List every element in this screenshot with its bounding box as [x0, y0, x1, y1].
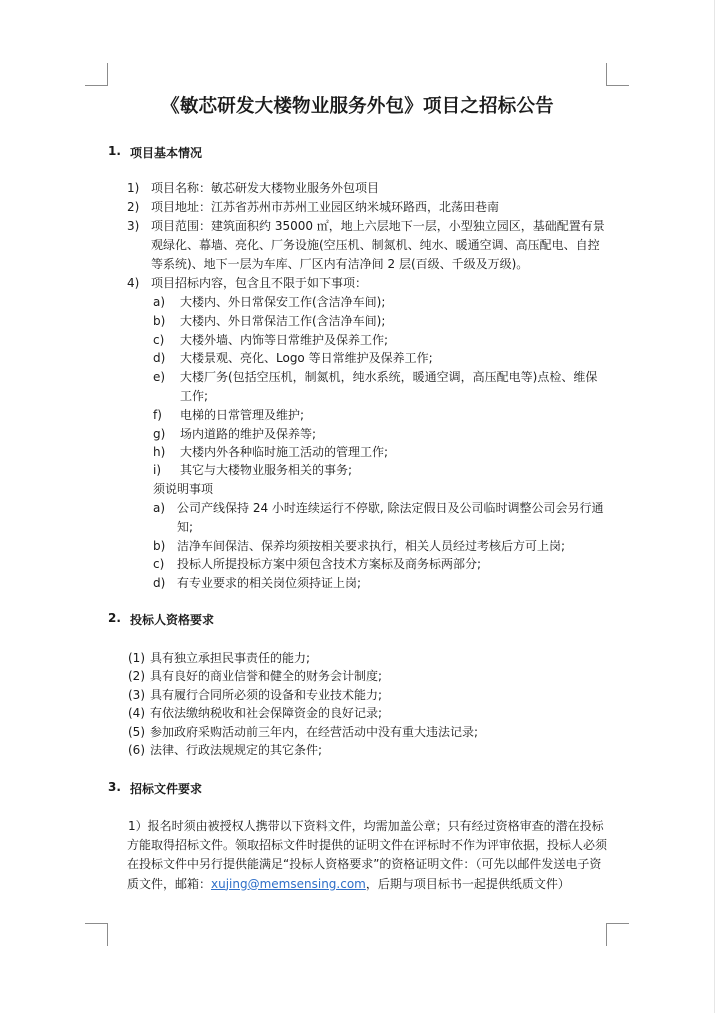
list-marker: (3) — [128, 688, 145, 702]
list-item — [127, 198, 607, 217]
list-text: 项目范围：建筑面积约 35000 ㎡，地上六层地下一层，小型独立园区，基础配置有景观绿化、幕墙、亮化、厂务设施(空压机、制氮机、纯水、暖通空调、高压配电、自控等系统)、地下一层为车库、厂区内有洁净间 2 层(百级、千级及万级)。 — [151, 219, 605, 271]
list-marker: d) — [153, 576, 166, 590]
list-text: 参加政府采购活动前三年内，在经营活动中没有重大违法记录; — [150, 725, 479, 739]
list-text: 洁净车间保洁、保养均须按相关要求执行，相关人员经过考核后方可上岗; — [177, 539, 566, 553]
scope-item — [153, 406, 607, 425]
list-text: 项目名称：敏芯研发大楼物业服务外包项目 — [151, 181, 380, 195]
list-item — [127, 217, 607, 274]
document-title: 《敏芯研发大楼物业服务外包》项目之招标公告 — [161, 96, 554, 117]
qualification-item — [128, 686, 607, 705]
margin-mark-bottom-right — [606, 923, 629, 946]
qualification-item — [128, 741, 607, 760]
tender-document-paragraph — [127, 817, 607, 894]
list-text: 具有良好的商业信誉和健全的财务会计制度; — [150, 669, 383, 683]
list-text: 大楼内、外日常保洁工作(含洁净车间); — [180, 314, 386, 328]
section-number: 2. — [108, 611, 121, 625]
qualification-item — [128, 649, 607, 668]
list-item — [127, 179, 607, 198]
qualification-item — [128, 723, 607, 742]
margin-mark-bottom-left — [85, 923, 108, 946]
list-marker: (1) — [128, 651, 145, 665]
list-text: 大楼景观、亮化、Logo 等日常维护及保养工作; — [180, 351, 433, 365]
section-number: 3. — [108, 780, 121, 794]
list-text: 具有履行合同所必须的设备和专业技术能力; — [150, 688, 383, 702]
list-text: 有依法缴纳税收和社会保障资金的良好记录; — [150, 706, 383, 720]
margin-mark-top-right — [606, 63, 629, 86]
list-marker: 1) — [127, 181, 140, 195]
list-marker: b) — [153, 539, 166, 553]
list-marker: 3) — [127, 219, 140, 233]
list-text: 公司产线保持 24 小时连续运行不停歇, 除法定假日及公司临时调整公司会另行通知; — [177, 501, 604, 534]
section-title: 招标文件要求 — [130, 782, 203, 796]
list-marker: g) — [153, 427, 166, 441]
qualification-item — [128, 704, 607, 723]
note-item — [153, 555, 607, 574]
section-title: 投标人资格要求 — [130, 613, 215, 627]
scope-item — [153, 368, 607, 406]
list-marker: e) — [153, 370, 166, 384]
list-text: 有专业要求的相关岗位须持证上岗; — [177, 576, 362, 590]
section-title: 项目基本情况 — [130, 146, 203, 160]
list-marker: c) — [153, 557, 165, 571]
scope-item — [153, 461, 607, 480]
note-item — [153, 574, 607, 593]
list-text: 项目地址：江苏省苏州市苏州工业园区纳米城环路西，北荡田巷南 — [151, 200, 500, 214]
list-item — [127, 274, 607, 293]
scope-item — [153, 293, 607, 312]
list-marker: (5) — [128, 725, 145, 739]
list-marker: 2) — [127, 200, 140, 214]
note-item — [153, 537, 607, 556]
list-text: 法律、行政法规规定的其它条件; — [150, 743, 323, 757]
list-text: 电梯的日常管理及维护; — [180, 408, 305, 422]
list-marker: a) — [153, 501, 166, 515]
paragraph-text: 1）报名时须由被授权人携带以下资料文件，均需加盖公章；只有经过资格审查的潜在投标方能取得招标文件。领取招标文件时提供的证明文件在评标时不作为评审依据，投标人必须在投标文件中另行提供能满足“投标人资格要求”的资格证明文件：（可先以邮件发送电子资质文件，邮箱： — [127, 819, 608, 891]
list-marker: c) — [153, 333, 165, 347]
email-link[interactable]: xujing@memsensing.com — [211, 876, 366, 891]
list-text: 大楼内外各种临时施工活动的管理工作; — [180, 445, 389, 459]
list-marker: 4) — [127, 276, 140, 290]
note-item — [153, 499, 607, 537]
scope-item — [153, 425, 607, 444]
scope-item — [153, 312, 607, 331]
list-marker: (4) — [128, 706, 145, 720]
scope-item — [153, 349, 607, 368]
list-marker: h) — [153, 445, 166, 459]
scope-item — [153, 443, 607, 462]
list-text: 具有独立承担民事责任的能力; — [150, 651, 311, 665]
list-text: 其它与大楼物业服务相关的事务; — [180, 463, 353, 477]
list-marker: i) — [153, 463, 162, 477]
list-marker: (2) — [128, 669, 145, 683]
list-marker: b) — [153, 314, 166, 328]
list-text: 场内道路的维护及保养等; — [180, 427, 317, 441]
list-text: 项目招标内容，包含且不限于如下事项： — [151, 276, 368, 290]
qualification-item — [128, 667, 607, 686]
list-text: 投标人所提投标方案中须包含技术方案标及商务标两部分; — [177, 557, 482, 571]
list-marker: (6) — [128, 743, 145, 757]
list-marker: f) — [153, 408, 162, 422]
paragraph-text-end: ，后期与项目标书一起提供纸质文件） — [365, 876, 570, 891]
section-number: 1. — [108, 144, 121, 158]
list-marker: a) — [153, 295, 166, 309]
notes-heading: 须说明事项 — [153, 482, 214, 496]
margin-mark-top-left — [85, 63, 108, 86]
list-marker: d) — [153, 351, 166, 365]
scope-item — [153, 331, 607, 350]
list-text: 大楼内、外日常保安工作(含洁净车间); — [180, 295, 386, 309]
list-text: 大楼外墙、内饰等日常维护及保养工作; — [180, 333, 389, 347]
list-text: 大楼厂务(包括空压机，制氮机，纯水系统，暖通空调，高压配电等)点检、维保工作; — [180, 370, 598, 403]
